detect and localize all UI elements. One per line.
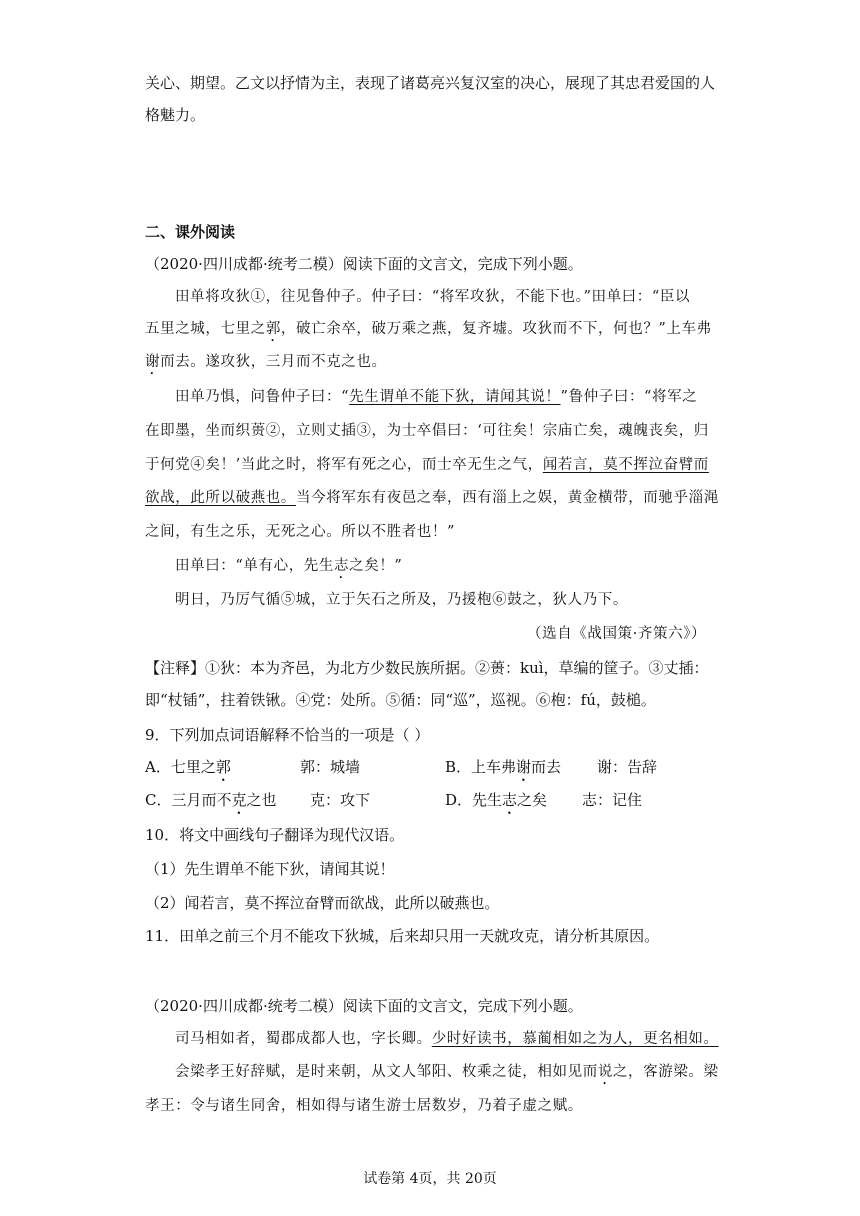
q9-option-b: B．上车弗谢而去 [445, 758, 562, 776]
underlined-sentence-1: 先生谓单不能下狄，请闻其说！ [349, 389, 561, 405]
q10-sentence-2: （2）闻若言，莫不挥泣奋臂而欲战，此所以破燕也。 [145, 894, 500, 912]
underlined-sentence-3: 少时好读书，慕蔺相如之为人，更名相如。 [431, 1031, 719, 1047]
passage1-p2-line2: 在即墨，坐而织蒉②，立则丈插③，为士卒倡曰：‘可往矣！宗庙亡矣，魂魄丧矣，归 [145, 423, 709, 439]
notes-line-1: 【注释】①狄：本为齐邑，为北方少数民族所据。②蒉：kuì，草编的筐子。③丈插： [145, 659, 709, 677]
passage1-source: （2020·四川成都·统考二模）阅读下面的文言文，完成下列小题。 [145, 255, 583, 273]
passage1-p1-line3: 谢而去。遂攻狄，三月而不克之也。 [145, 354, 387, 370]
q10-stem: 10．将文中画线句子翻译为现代汉语。 [145, 826, 405, 844]
intro-line-1: 关心、期望。乙文以抒情为主，表现了诸葛亮兴复汉室的决心，展现了其忠君爱国的人 [145, 74, 716, 92]
q9-option-a: A．七里之郭 [145, 758, 231, 776]
q9-option-a-gloss: 郭：城墙 [300, 758, 361, 776]
q9-option-b-gloss: 谢：告辞 [597, 758, 658, 776]
passage2-p2-line2: 孝王：令与诸生同舍，相如得与诸生游士居数岁，乃着子虚之赋。 [145, 1098, 583, 1114]
q9-stem: 9．下列加点词语解释不恰当的一项是（ ） [145, 726, 430, 744]
section-title: 二、课外阅读 [145, 223, 236, 241]
passage1-p1-line2: 五里之城，七里之郭，破亡余卒，破万乘之燕，复齐墟。攻狄而不下，何也？”上车弗 [145, 321, 712, 337]
passage2-p2-line1: 会梁孝王好辞赋，是时来朝，从文人邹阳、枚乘之徒，相如见而说之，客游梁。梁 [175, 1064, 719, 1080]
intro-line-2: 格魅力。 [145, 106, 206, 124]
passage1-p4-line1: 明日，乃厉气循⑤城，立于矢石之所及，乃援枹⑥鼓之，狄人乃下。 [175, 592, 628, 608]
passage1-p3-line1: 田单曰：“单有心，先生志之矣！” [175, 558, 403, 574]
passage2-p1-line1: 司马相如者，蜀郡成都人也，字长卿。少时好读书，慕蔺相如之为人，更名相如。 [175, 1031, 719, 1047]
page-footer: 试卷第 4页，共 20页 [363, 1171, 497, 1187]
passage1-p2-line4: 欲战，此所以破燕也。当今将军东有夜邑之奉，西有淄上之娱，黄金横带，而驰乎淄渑 [145, 490, 719, 506]
notes-line-2: 即“杖锸”，拄着铁锹。④党：处所。⑤循：同“巡”，巡视。⑥枹：fú，鼓槌。 [145, 691, 656, 709]
q9-option-d-gloss: 志：记住 [582, 791, 643, 809]
q9-option-d: D．先生志之矣 [445, 791, 548, 809]
passage1-attribution: （选自《战国策·齐策六》） [527, 626, 707, 642]
q10-sentence-1: （1）先生谓单不能下狄，请闻其说！ [145, 860, 395, 878]
passage1-p2-line5: 之间，有生之乐，无死之心。所以不胜者也！” [145, 524, 456, 540]
underlined-sentence-2a: 闻若言，莫不挥泣奋臂而 [542, 457, 709, 473]
underlined-sentence-2b: 欲战，此所以破燕也。 [145, 490, 296, 506]
passage1-p2-line1: 田单乃惧，问鲁仲子曰：“先生谓单不能下狄，请闻其说！”鲁仲子曰：“将军之 [175, 389, 698, 405]
passage1-p2-line3: 于何党④矣！’当此之时，将军有死之心，而士卒无生之气，闻若言，莫不挥泣奋臂而 [145, 457, 709, 473]
q9-option-c: C．三月而不克之也 [145, 791, 277, 809]
passage2-source: （2020·四川成都·统考二模）阅读下面的文言文，完成下列小题。 [145, 997, 583, 1015]
passage1-p1-line1: 田单将攻狄①，往见鲁仲子。仲子曰：“将军攻狄，不能下也。”田单曰：“臣以 [175, 289, 691, 305]
q9-option-c-gloss: 克：攻下 [310, 791, 371, 809]
q11-stem: 11．田单之前三个月不能攻下狄城，后来却只用一天就攻克，请分析其原因。 [145, 927, 660, 945]
